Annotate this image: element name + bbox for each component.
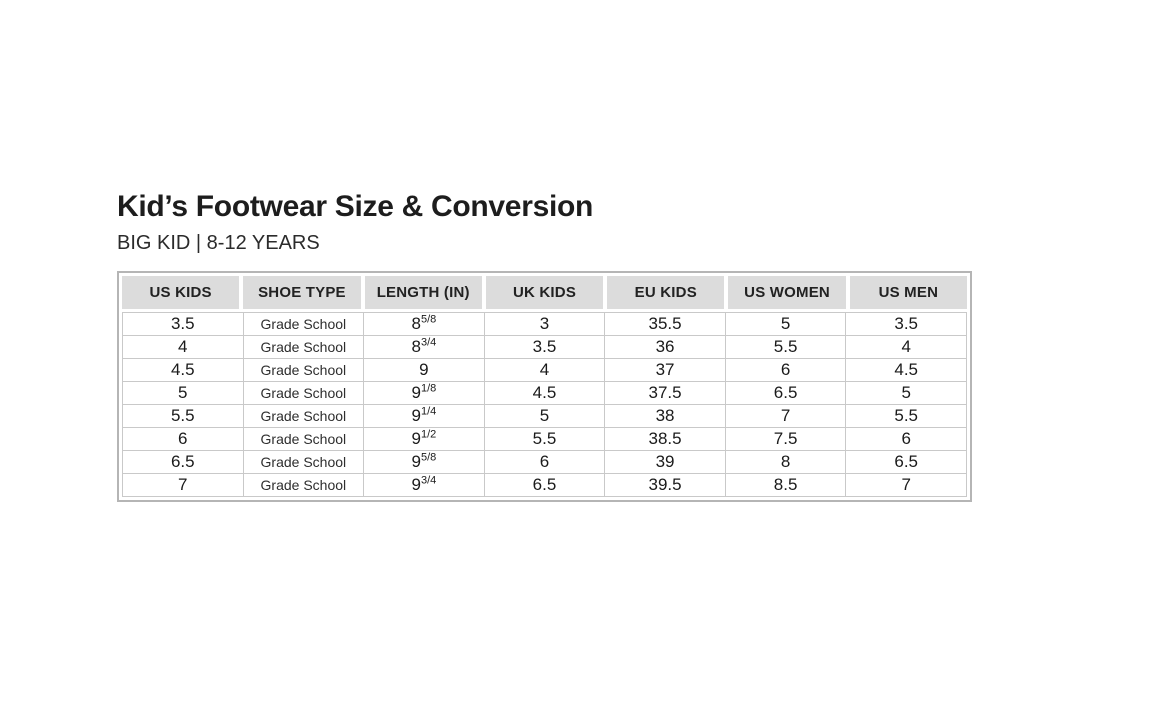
cell-us-men: 6 bbox=[846, 428, 967, 451]
cell-uk-kids: 5 bbox=[484, 405, 605, 428]
cell-us-kids: 3.5 bbox=[123, 313, 244, 336]
table-row bbox=[123, 428, 967, 451]
cell-us-men: 5 bbox=[846, 382, 967, 405]
cell-uk-kids: 5.5 bbox=[484, 428, 605, 451]
cell-us-kids: 6.5 bbox=[123, 451, 244, 474]
length-whole: 9 bbox=[411, 475, 421, 494]
column-header-us-kids: US KIDS bbox=[122, 276, 239, 309]
cell-shoe-type: Grade School bbox=[243, 451, 364, 474]
cell-us-kids: 7 bbox=[123, 474, 244, 497]
length-fraction: 3/4 bbox=[420, 474, 437, 487]
length-whole: 9 bbox=[411, 452, 421, 471]
cell-uk-kids: 3 bbox=[484, 313, 605, 336]
cell-us-men: 4.5 bbox=[846, 359, 967, 382]
table-row bbox=[123, 451, 967, 474]
cell-eu-kids: 38 bbox=[605, 405, 726, 428]
table-body bbox=[122, 312, 967, 497]
cell-us-men: 7 bbox=[846, 474, 967, 497]
cell-length-in bbox=[364, 474, 485, 497]
cell-uk-kids: 4.5 bbox=[484, 382, 605, 405]
cell-shoe-type: Grade School bbox=[243, 313, 364, 336]
cell-shoe-type: Grade School bbox=[243, 382, 364, 405]
cell-length-in bbox=[364, 382, 485, 405]
table-row bbox=[123, 313, 967, 336]
cell-length-in bbox=[364, 405, 485, 428]
page-subtitle: BIG KID | 8-12 YEARS bbox=[117, 232, 320, 254]
length-whole: 9 bbox=[411, 383, 421, 402]
cell-eu-kids: 36 bbox=[605, 336, 726, 359]
length-fraction: 3/4 bbox=[420, 336, 437, 349]
cell-shoe-type: Grade School bbox=[243, 474, 364, 497]
cell-shoe-type: Grade School bbox=[243, 405, 364, 428]
cell-uk-kids: 6.5 bbox=[484, 474, 605, 497]
cell-us-women: 7 bbox=[725, 405, 846, 428]
cell-us-men: 6.5 bbox=[846, 451, 967, 474]
cell-length-in bbox=[364, 313, 485, 336]
cell-us-men: 3.5 bbox=[846, 313, 967, 336]
column-header-us-women: US WOMEN bbox=[728, 276, 845, 309]
length-whole: 8 bbox=[411, 337, 421, 356]
length-fraction: 1/8 bbox=[420, 382, 437, 395]
length-whole: 9 bbox=[411, 406, 421, 425]
cell-us-kids: 5.5 bbox=[123, 405, 244, 428]
cell-uk-kids: 3.5 bbox=[484, 336, 605, 359]
cell-us-kids: 4.5 bbox=[123, 359, 244, 382]
cell-uk-kids: 4 bbox=[484, 359, 605, 382]
page-title: Kid’s Footwear Size & Conversion bbox=[117, 190, 594, 223]
table-row bbox=[123, 336, 967, 359]
cell-eu-kids: 37 bbox=[605, 359, 726, 382]
cell-shoe-type: Grade School bbox=[243, 359, 364, 382]
cell-eu-kids: 39 bbox=[605, 451, 726, 474]
length-whole: 8 bbox=[411, 314, 421, 333]
column-header-us-men: US MEN bbox=[850, 276, 967, 309]
cell-us-men: 5.5 bbox=[846, 405, 967, 428]
length-fraction: 1/2 bbox=[420, 428, 437, 441]
cell-eu-kids: 39.5 bbox=[605, 474, 726, 497]
cell-eu-kids: 37.5 bbox=[605, 382, 726, 405]
cell-us-women: 6.5 bbox=[725, 382, 846, 405]
column-header-length-in: LENGTH (IN) bbox=[365, 276, 482, 309]
column-header-shoe-type: SHOE TYPE bbox=[243, 276, 360, 309]
cell-us-women: 8 bbox=[725, 451, 846, 474]
cell-eu-kids: 35.5 bbox=[605, 313, 726, 336]
table-row bbox=[123, 405, 967, 428]
length-whole: 9 bbox=[419, 360, 429, 379]
cell-length-in bbox=[364, 428, 485, 451]
cell-us-kids: 4 bbox=[123, 336, 244, 359]
length-fraction: 1/4 bbox=[420, 405, 437, 418]
table-row bbox=[123, 359, 967, 382]
cell-us-women: 7.5 bbox=[725, 428, 846, 451]
length-whole: 9 bbox=[411, 429, 421, 448]
cell-us-kids: 6 bbox=[123, 428, 244, 451]
cell-us-men: 4 bbox=[846, 336, 967, 359]
table-header-row bbox=[122, 276, 967, 309]
cell-us-women: 8.5 bbox=[725, 474, 846, 497]
cell-length-in bbox=[364, 336, 485, 359]
column-header-eu-kids: EU KIDS bbox=[607, 276, 724, 309]
size-chart-section bbox=[117, 190, 977, 502]
table-row bbox=[123, 382, 967, 405]
cell-shoe-type: Grade School bbox=[243, 428, 364, 451]
cell-length-in bbox=[364, 451, 485, 474]
cell-uk-kids: 6 bbox=[484, 451, 605, 474]
cell-us-women: 5 bbox=[725, 313, 846, 336]
cell-eu-kids: 38.5 bbox=[605, 428, 726, 451]
length-fraction: 5/8 bbox=[420, 313, 437, 326]
cell-length-in bbox=[364, 359, 485, 382]
cell-us-kids: 5 bbox=[123, 382, 244, 405]
table-row bbox=[123, 474, 967, 497]
cell-us-women: 5.5 bbox=[725, 336, 846, 359]
length-fraction: 5/8 bbox=[420, 451, 437, 464]
cell-us-women: 6 bbox=[725, 359, 846, 382]
cell-shoe-type: Grade School bbox=[243, 336, 364, 359]
column-header-uk-kids: UK KIDS bbox=[486, 276, 603, 309]
size-conversion-table bbox=[117, 271, 972, 502]
